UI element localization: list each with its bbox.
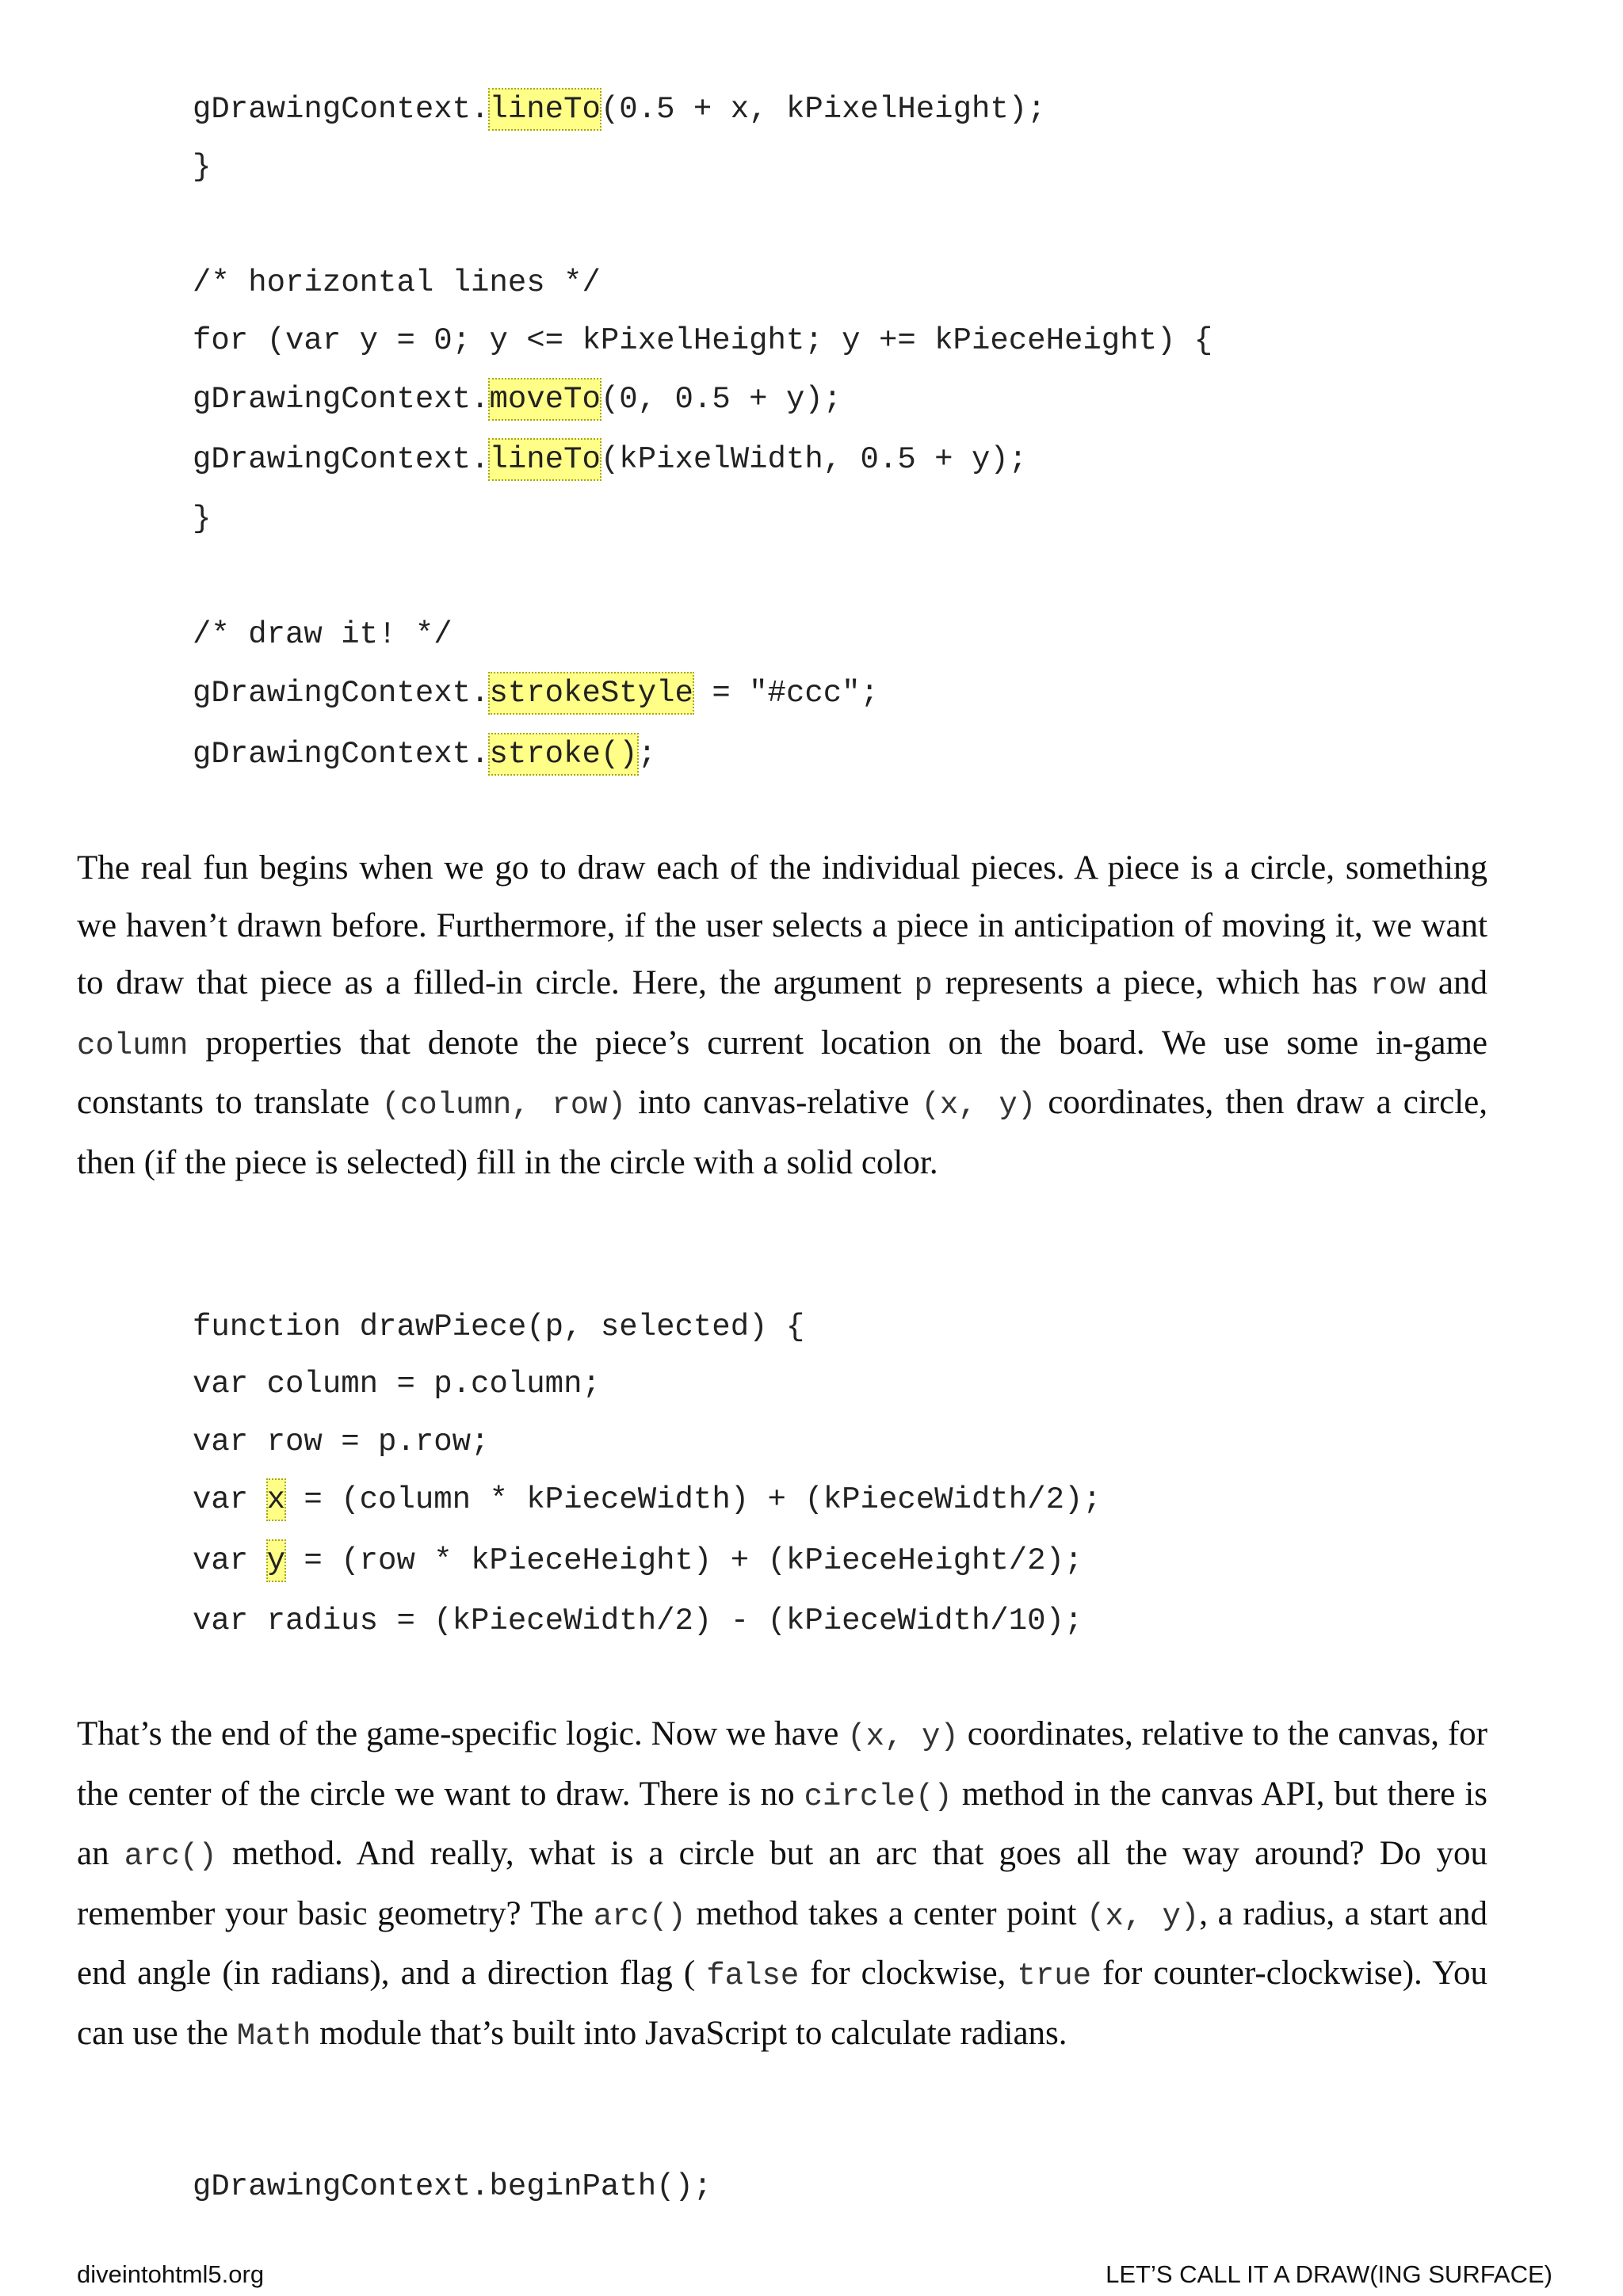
- code-line: [193, 734, 656, 774]
- inline-code: column: [77, 1028, 189, 1063]
- code-line: [193, 499, 211, 539]
- code-line: [193, 379, 842, 419]
- highlighted-token: moveTo: [489, 379, 600, 420]
- text-run: module that’s built into JavaScript to calculate radians.: [311, 2014, 1067, 2052]
- inline-code: arc(): [593, 1898, 686, 1934]
- code-text: ;: [637, 737, 657, 772]
- highlighted-token: y: [267, 1540, 285, 1581]
- text-run: method. And really, what is a circle but an arc that goes all the way around? Do you remember your basic geometry? The: [77, 1835, 1487, 1932]
- text-run: represents a piece, which has: [932, 964, 1370, 1001]
- highlighted-token: lineTo: [489, 439, 600, 480]
- code-text: var: [193, 1543, 267, 1578]
- inline-code: arc(): [124, 1839, 217, 1874]
- highlighted-token: stroke(): [489, 734, 637, 775]
- text-run: into canvas-relative: [626, 1084, 922, 1121]
- inline-code: true: [1017, 1958, 1092, 1993]
- highlighted-token: x: [267, 1479, 285, 1520]
- code-line: [193, 263, 601, 303]
- text-run: for clockwise,: [799, 1955, 1018, 1992]
- code-line: [193, 321, 1212, 360]
- code-text: for (var y = 0; y <= kPixelHeight; y += kPieceHeight) {: [193, 323, 1213, 358]
- paragraph-arc-method: [77, 1706, 1487, 2065]
- highlighted-token: lineTo: [489, 89, 600, 130]
- code-line: [193, 1541, 1083, 1581]
- code-text: gDrawingContext.beginPath();: [193, 2169, 712, 2204]
- code-text: (0, 0.5 + y);: [600, 382, 842, 417]
- code-text: = "#ccc";: [693, 676, 879, 711]
- code-text: }: [193, 150, 212, 185]
- code-text: = (row * kPieceHeight) + (kPieceHeight/2);: [285, 1543, 1083, 1578]
- code-line: [193, 1364, 601, 1404]
- footer-site-name: diveintohtml5.org: [77, 2260, 265, 2288]
- inline-code: circle(): [804, 1779, 953, 1814]
- inline-code: (x, y): [847, 1719, 959, 1754]
- code-text: function drawPiece(p, selected) {: [193, 1310, 805, 1344]
- text-run: coordinates, then draw a circle, then (if the piece is selected) fill in the circle with a solid color.: [77, 1084, 1487, 1181]
- code-text: var radius = (kPieceWidth/2) - (kPieceWidth/10);: [193, 1604, 1083, 1638]
- inline-code: (x, y): [1086, 1898, 1200, 1934]
- inline-code: (x, y): [921, 1088, 1037, 1123]
- text-run: The real fun begins when we go to draw each of the individual pieces. A piece is a circle, something we haven’t drawn before. Furthermore, if the user selects a piece in anticipation of moving it, we want to draw that piece as a filled-in circle. Here, the argument: [77, 849, 1487, 1001]
- text-run: and: [1426, 964, 1487, 1001]
- code-text: (kPixelWidth, 0.5 + y);: [600, 442, 1028, 477]
- inline-code: false: [706, 1958, 800, 1993]
- code-line: [193, 440, 1027, 479]
- code-line: [193, 2167, 712, 2206]
- code-text: var: [193, 1482, 267, 1517]
- code-line: [193, 1422, 489, 1462]
- code-line: [193, 673, 879, 713]
- code-text: var row = p.row;: [193, 1425, 490, 1459]
- code-line: [193, 147, 211, 187]
- code-line: [193, 615, 453, 654]
- footer-chapter-title: LET’S CALL IT A DRAW(ING SURFACE): [1106, 2260, 1552, 2288]
- code-line: [193, 1601, 1083, 1641]
- inline-code: row: [1369, 968, 1426, 1003]
- code-line: [193, 90, 1046, 129]
- inline-code: Math: [236, 2018, 311, 2054]
- code-text: gDrawingContext.: [193, 382, 490, 417]
- inline-code: p: [914, 968, 933, 1003]
- code-text: = (column * kPieceWidth) + (kPieceWidth/2);: [285, 1482, 1102, 1517]
- code-text: var column = p.column;: [193, 1367, 601, 1402]
- highlighted-token: strokeStyle: [489, 673, 693, 714]
- code-text: gDrawingContext.: [193, 737, 490, 772]
- text-run: , a radius, a start and end angle (in radians), and a direction flag (: [77, 1894, 1487, 1992]
- text-run: That’s the end of the game-specific logic. Now we have: [77, 1715, 848, 1753]
- code-text: /* horizontal lines */: [193, 265, 601, 300]
- text-run: properties that denote the piece’s current location on the board. We use some in-game constants to translate: [77, 1024, 1487, 1121]
- text-run: method takes a center point: [685, 1894, 1087, 1932]
- inline-code: (column, row): [381, 1088, 627, 1123]
- code-line: [193, 1480, 1102, 1520]
- code-line: [193, 1307, 804, 1347]
- text-run: for counter-clockwise). You can use the: [77, 1955, 1488, 2052]
- code-text: gDrawingContext.: [193, 676, 490, 711]
- code-text: gDrawingContext.: [193, 442, 490, 477]
- text-run: method in the canvas API, but there is an: [77, 1775, 1488, 1872]
- code-text: gDrawingContext.: [193, 92, 490, 127]
- text-run: coordinates, relative to the canvas, for the center of the circle we want to draw. There is no: [77, 1715, 1487, 1813]
- code-text: (0.5 + x, kPixelHeight);: [600, 92, 1046, 127]
- paragraph-drawing-pieces: [77, 840, 1487, 1192]
- code-text: /* draw it! */: [193, 617, 453, 652]
- code-text: }: [193, 502, 212, 536]
